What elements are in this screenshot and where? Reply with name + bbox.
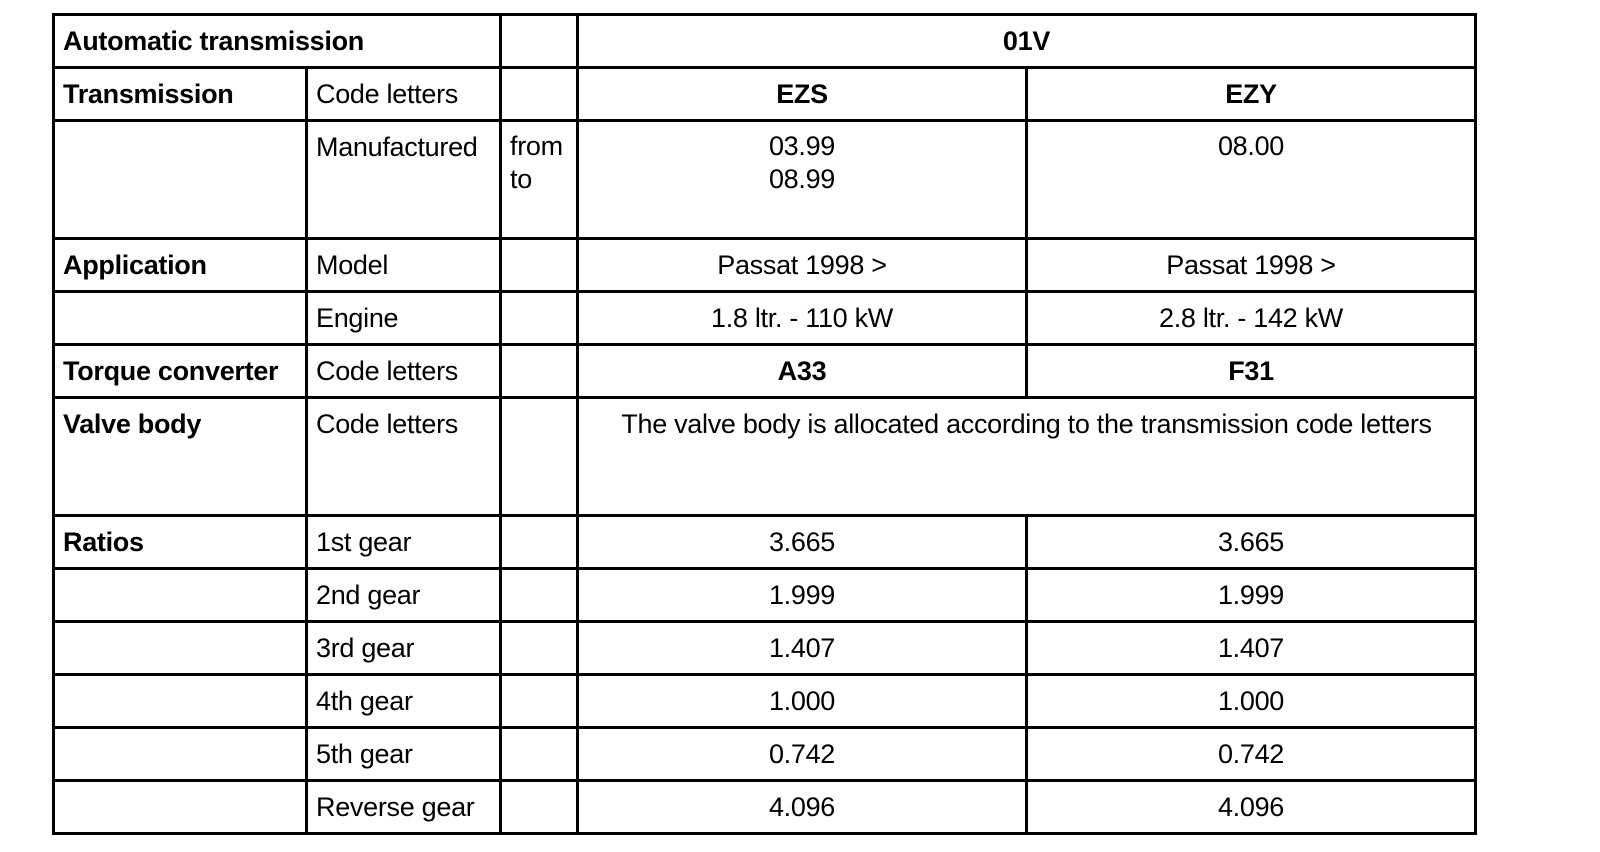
empty-cell xyxy=(501,781,578,834)
transmission-type: 01V xyxy=(578,15,1476,68)
from-date: 08.00 xyxy=(1217,131,1285,161)
ratio-value: 1.999 xyxy=(1027,569,1476,622)
engine-row xyxy=(54,292,1476,345)
ratio-value: 0.742 xyxy=(1027,728,1476,781)
transmission-spec-table xyxy=(52,13,1477,835)
ratio-value: 1.000 xyxy=(1027,675,1476,728)
code-letters-label: Code letters xyxy=(307,68,501,121)
code-letters-label: Code letters xyxy=(307,398,501,516)
ratio-value: 3.665 xyxy=(1027,516,1476,569)
table-title: Automatic transmission xyxy=(54,15,501,68)
empty-cell xyxy=(54,781,307,834)
empty-cell xyxy=(501,398,578,516)
valve-body-note: The valve body is allocated according to the transmission code letters xyxy=(578,398,1476,516)
empty-cell xyxy=(54,728,307,781)
manufactured-dates-ezy xyxy=(1027,121,1476,239)
transmission-code-row xyxy=(54,68,1476,121)
empty-cell xyxy=(501,239,578,292)
date-range-labels xyxy=(501,121,578,239)
model-value: Passat 1998 > xyxy=(578,239,1027,292)
empty-cell xyxy=(501,68,578,121)
ratio-value: 1.407 xyxy=(1027,622,1476,675)
ratio-row xyxy=(54,781,1476,834)
code-letters-label: Code letters xyxy=(307,345,501,398)
manufactured-row xyxy=(54,121,1476,239)
empty-cell xyxy=(54,121,307,239)
ratio-value: 1.407 xyxy=(578,622,1027,675)
ratio-value: 3.665 xyxy=(578,516,1027,569)
gear-label: 2nd gear xyxy=(307,569,501,622)
empty-cell xyxy=(501,516,578,569)
ratio-value: 1.999 xyxy=(578,569,1027,622)
transmission-label: Transmission xyxy=(54,68,307,121)
empty-cell xyxy=(501,345,578,398)
engine-label: Engine xyxy=(307,292,501,345)
ratio-row xyxy=(54,728,1476,781)
header-row xyxy=(54,15,1476,68)
to-label: to xyxy=(510,164,532,194)
empty-cell xyxy=(501,292,578,345)
model-label: Model xyxy=(307,239,501,292)
ratio-value: 1.000 xyxy=(578,675,1027,728)
ratio-value: 4.096 xyxy=(578,781,1027,834)
gear-label: Reverse gear xyxy=(307,781,501,834)
empty-cell xyxy=(501,15,578,68)
from-date: 03.99 xyxy=(768,131,836,161)
empty-cell xyxy=(501,622,578,675)
valve-body-row xyxy=(54,398,1476,516)
valve-body-label: Valve body xyxy=(54,398,307,516)
ratio-row xyxy=(54,622,1476,675)
empty-cell xyxy=(54,675,307,728)
from-label: from xyxy=(510,131,563,161)
to-date: 08.99 xyxy=(768,164,836,194)
ratio-row xyxy=(54,569,1476,622)
gear-label: 5th gear xyxy=(307,728,501,781)
ratios-label: Ratios xyxy=(54,516,307,569)
empty-cell xyxy=(501,569,578,622)
gear-label: 4th gear xyxy=(307,675,501,728)
torque-converter-code-a33: A33 xyxy=(578,345,1027,398)
torque-converter-label: Torque converter xyxy=(54,345,307,398)
manufactured-dates-ezs xyxy=(578,121,1027,239)
application-label: Application xyxy=(54,239,307,292)
empty-cell xyxy=(501,675,578,728)
empty-cell xyxy=(54,569,307,622)
engine-value: 2.8 ltr. - 142 kW xyxy=(1027,292,1476,345)
transmission-code-ezs: EZS xyxy=(578,68,1027,121)
empty-cell xyxy=(54,622,307,675)
ratio-value: 4.096 xyxy=(1027,781,1476,834)
torque-converter-code-f31: F31 xyxy=(1027,345,1476,398)
manufactured-label: Manufactured xyxy=(307,121,501,239)
gear-label: 1st gear xyxy=(307,516,501,569)
transmission-code-ezy: EZY xyxy=(1027,68,1476,121)
model-value: Passat 1998 > xyxy=(1027,239,1476,292)
ratio-row xyxy=(54,516,1476,569)
engine-value: 1.8 ltr. - 110 kW xyxy=(578,292,1027,345)
empty-cell xyxy=(501,728,578,781)
model-row xyxy=(54,239,1476,292)
gear-label: 3rd gear xyxy=(307,622,501,675)
ratio-value: 0.742 xyxy=(578,728,1027,781)
empty-cell xyxy=(54,292,307,345)
ratio-row xyxy=(54,675,1476,728)
torque-converter-row xyxy=(54,345,1476,398)
